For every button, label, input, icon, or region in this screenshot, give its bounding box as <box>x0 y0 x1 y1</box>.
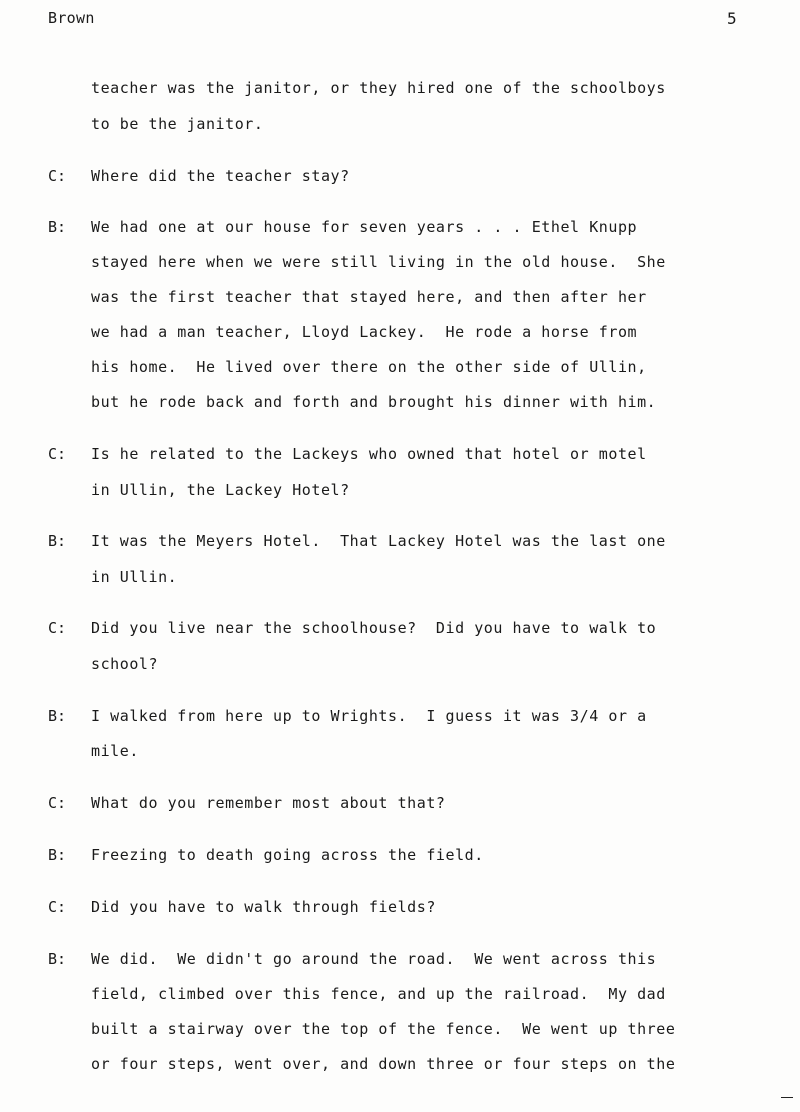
transcript-line: we had a man teacher, Lloyd Lackey. He rode a horse from <box>91 323 638 341</box>
speaker-label: C: <box>48 619 67 637</box>
page-number: 5 <box>727 9 737 28</box>
header-interviewee-name: Brown <box>48 9 95 27</box>
transcript-line: his home. He lived over there on the other side of Ullin, <box>91 358 647 376</box>
transcript-line: Is he related to the Lackeys who owned that hotel or motel <box>91 445 647 463</box>
transcript-line: in Ullin, the Lackey Hotel? <box>91 481 350 499</box>
transcript-line: Did you live near the schoolhouse? Did you have to walk to <box>91 619 657 637</box>
speaker-label: B: <box>48 950 67 968</box>
speaker-label: C: <box>48 898 67 916</box>
transcript-line: Where did the teacher stay? <box>91 167 350 185</box>
transcript-line: I walked from here up to Wrights. I guess it was 3/4 or a <box>91 707 647 725</box>
transcript-line: but he rode back and forth and brought his dinner with him. <box>91 393 657 411</box>
corner-mark <box>781 1097 793 1098</box>
speaker-label: C: <box>48 794 67 812</box>
speaker-label: B: <box>48 707 67 725</box>
transcript-line: What do you remember most about that? <box>91 794 446 812</box>
transcript-line: mile. <box>91 742 139 760</box>
transcript-line: in Ullin. <box>91 568 178 586</box>
speaker-label: C: <box>48 167 67 185</box>
speaker-label: B: <box>48 532 67 550</box>
transcript-line: or four steps, went over, and down three or four steps on the <box>91 1055 676 1073</box>
transcript-line: was the first teacher that stayed here, and then after her <box>91 288 647 306</box>
transcript-line: We had one at our house for seven years . . . Ethel Knupp <box>91 218 638 236</box>
speaker-label: B: <box>48 218 67 236</box>
speaker-label: C: <box>48 445 67 463</box>
transcript-line: Freezing to death going across the field. <box>91 846 484 864</box>
transcript-line: field, climbed over this fence, and up the railroad. My dad <box>91 985 666 1003</box>
transcript-line: school? <box>91 655 159 673</box>
transcript-line: Did you have to walk through fields? <box>91 898 436 916</box>
transcript-line: We did. We didn't go around the road. We went across this <box>91 950 657 968</box>
transcript-line: teacher was the janitor, or they hired one of the schoolboys <box>91 79 666 97</box>
transcript-line: to be the janitor. <box>91 115 264 133</box>
transcript-line: stayed here when we were still living in the old house. She <box>91 253 666 271</box>
transcript-line: built a stairway over the top of the fence. We went up three <box>91 1020 676 1038</box>
transcript-line: It was the Meyers Hotel. That Lackey Hotel was the last one <box>91 532 666 550</box>
speaker-label: B: <box>48 846 67 864</box>
